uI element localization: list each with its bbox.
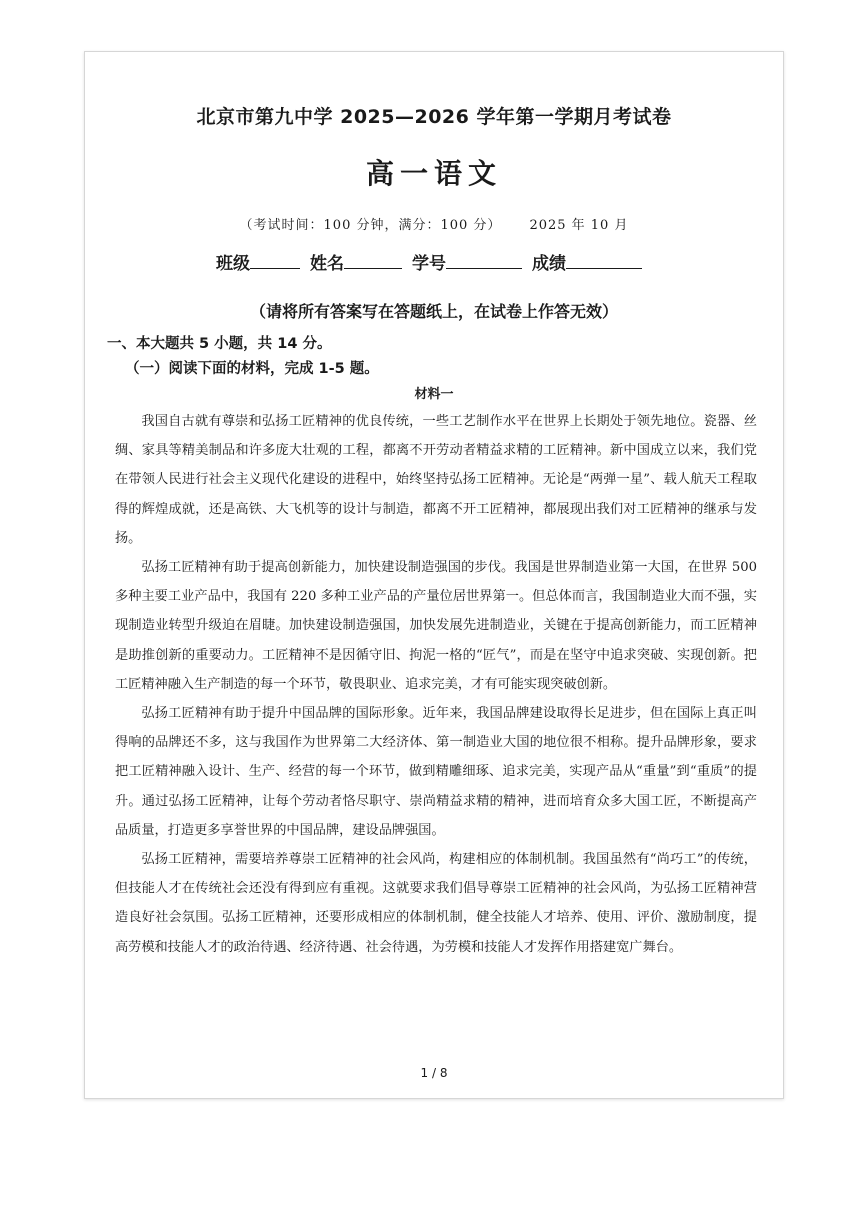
subject-title: 高一语文 [365,157,502,190]
exam-date: 2025 年 10 月 [529,218,629,233]
name-label: 姓名 [310,254,344,274]
class-label: 班级 [216,254,250,274]
paragraph: 弘扬工匠精神有助于提高创新能力，加快建设制造强国的步伐。我国是世界制造业第一大国，在世界 500 多种主要工业产品中，我国有 220 多种工业产品的产量位居世界第一。但总体而言，我国制造业大而不强，实现制造业转型升级迫在眉睫。加快建设制造强国，加快发展先进制造业，关键在于提高创新能力，而工匠精神是助推创新的重要动力。工匠精神不是因循守旧、拘泥一格的“匠气”，而是在坚守中追求突破、实现创新。把工匠精神融入生产制造的每一个环节，敬畏职业、追求完美，才有可能实现突破创新。 [115,560,757,692]
student-info-line [85,249,783,274]
section-title: 一、本大题共 5 小题，共 14 分。 [107,336,332,352]
page-number: 1 / 8 [420,1066,448,1080]
material-title: 材料一 [414,387,454,402]
paragraph: 弘扬工匠精神有助于提升中国品牌的国际形象。近年来，我国品牌建设取得长足进步，但在国际上真正叫得响的品牌还不多，这与我国作为世界第二大经济体、第一制造业大国的地位很不相称。提升品牌形象，要求把工匠精神融入设计、生产、经营的每一个环节，做到精雕细琢、追求完美，实现产品从“重量”到“重质”的提升。通过弘扬工匠精神，让每个劳动者恪尽职守、崇尚精益求精的精神，进而培育众多大国工匠，不断提高产品质量，打造更多享誉世界的中国品牌，建设品牌强国。 [115,706,757,838]
paragraph: 弘扬工匠精神，需要培养尊崇工匠精神的社会风尚，构建相应的体制机制。我国虽然有“尚巧工”的传统，但技能人才在传统社会还没有得到应有重视。这就要求我们倡导尊崇工匠精神的社会风尚，为弘扬工匠精神营造良好社会氛围。弘扬工匠精神，还要形成相应的体制机制，健全技能人才培养、使用、评价、激励制度，提高劳模和技能人才的政治待遇、经济待遇、社会待遇，为劳模和技能人才发挥作用搭建宽广舞台。 [115,852,757,955]
class-blank [250,252,300,269]
exam-duration-score: （考试时间：100 分钟，满分：100 分） [239,218,502,233]
sub-section-title: （一）阅读下面的材料，完成 1-5 题。 [125,361,379,377]
name-blank [344,252,402,269]
student-id-blank [446,252,522,269]
student-id-label: 学号 [412,254,446,274]
score-label: 成绩 [532,254,566,274]
exam-title: 北京市第九中学 2025—2026 学年第一学期月考试卷 [196,106,672,128]
answer-notice: （请将所有答案写在答题纸上，在试卷上作答无效） [249,302,618,321]
material-body [115,407,757,962]
score-blank [566,252,642,269]
exam-info [85,214,783,233]
document-page [84,51,784,1099]
paragraph: 我国自古就有尊崇和弘扬工匠精神的优良传统，一些工艺制作水平在世界上长期处于领先地位。瓷器、丝绸、家具等精美制品和许多庞大壮观的工程，都离不开劳动者精益求精的工匠精神。新中国成立以来，我们党在带领人民进行社会主义现代化建设的进程中，始终坚持弘扬工匠精神。无论是“两弹一星”、载人航天工程取得的辉煌成就，还是高铁、大飞机等的设计与制造，都离不开工匠精神，都展现出我们对工匠精神的继承与发扬。 [115,414,757,546]
